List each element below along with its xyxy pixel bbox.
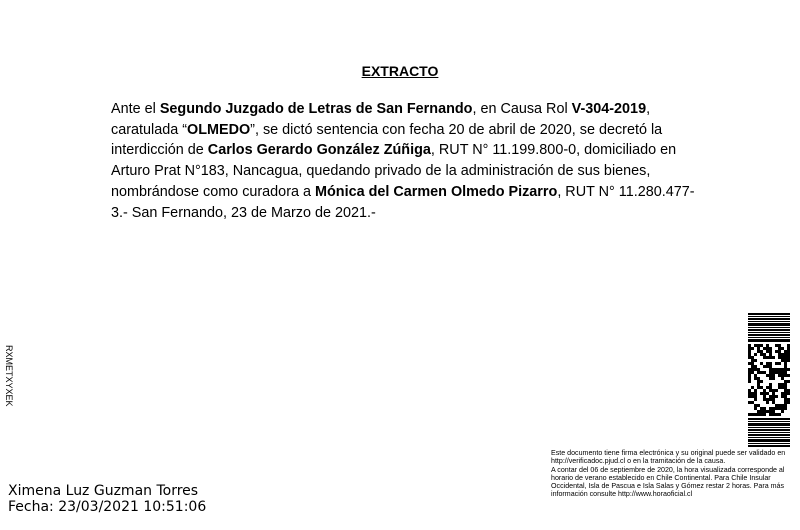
- case-caption: OLMEDO: [187, 121, 251, 138]
- court-name: Segundo Juzgado de Letras de San Fernando: [159, 101, 473, 117]
- signer-name: Ximena Luz Guzman Torres: [8, 483, 199, 499]
- qr-code-icon: [748, 313, 790, 447]
- signature-block: [8, 483, 206, 515]
- extract-paragraph: [111, 99, 701, 223]
- text-segment: , en Causa Rol: [472, 101, 572, 117]
- text-segment: , caratulada “: [111, 101, 651, 138]
- electronic-signature-notice: [551, 449, 791, 499]
- text-segment: , RUT N° 11.280.477-3.- San Fernando, 23 de Marzo de 2021.-: [111, 183, 695, 221]
- text-segment: ”, se dictó sentencia con fecha 20 de abril de 2020, se decretó la interdicción de: [111, 121, 663, 159]
- interdicted-person: Carlos Gerardo González Zúñiga: [207, 142, 431, 159]
- qr-matrix: [748, 344, 790, 416]
- curator-name: Mónica del Carmen Olmedo Pizarro: [315, 183, 558, 200]
- document-title: EXTRACTO: [361, 63, 439, 79]
- text-segment: Ante el: [111, 101, 160, 117]
- signature-date: Fecha: 23/03/2021 10:51:06: [8, 499, 207, 515]
- notice-time-zone: A contar del 06 de septiembre de 2020, la hora visualizada corresponde al horario de verano establecido en Chile Continental. Para Chile Insular Occidental, Isla de Pascua e Isla Salas y Gómez restar 2 horas. Para más información consulte http://www.horaoficial.cl: [551, 465, 785, 499]
- verification-code-block: [736, 313, 792, 447]
- notice-validation: Este documento tiene firma electrónica y su original puede ser validado en http://verificadoc.pjud.cl o en la tramitación de la causa.: [551, 449, 786, 466]
- verification-code: RXMETXYXEK: [4, 345, 14, 407]
- case-number: V-304-2019: [571, 101, 647, 117]
- text-segment: , RUT N° 11.199.800-0, domiciliado en Arturo Prat N°183, Nancagua, quedando privado de la administración de sus bienes, nombrándose como curadora a: [111, 142, 677, 200]
